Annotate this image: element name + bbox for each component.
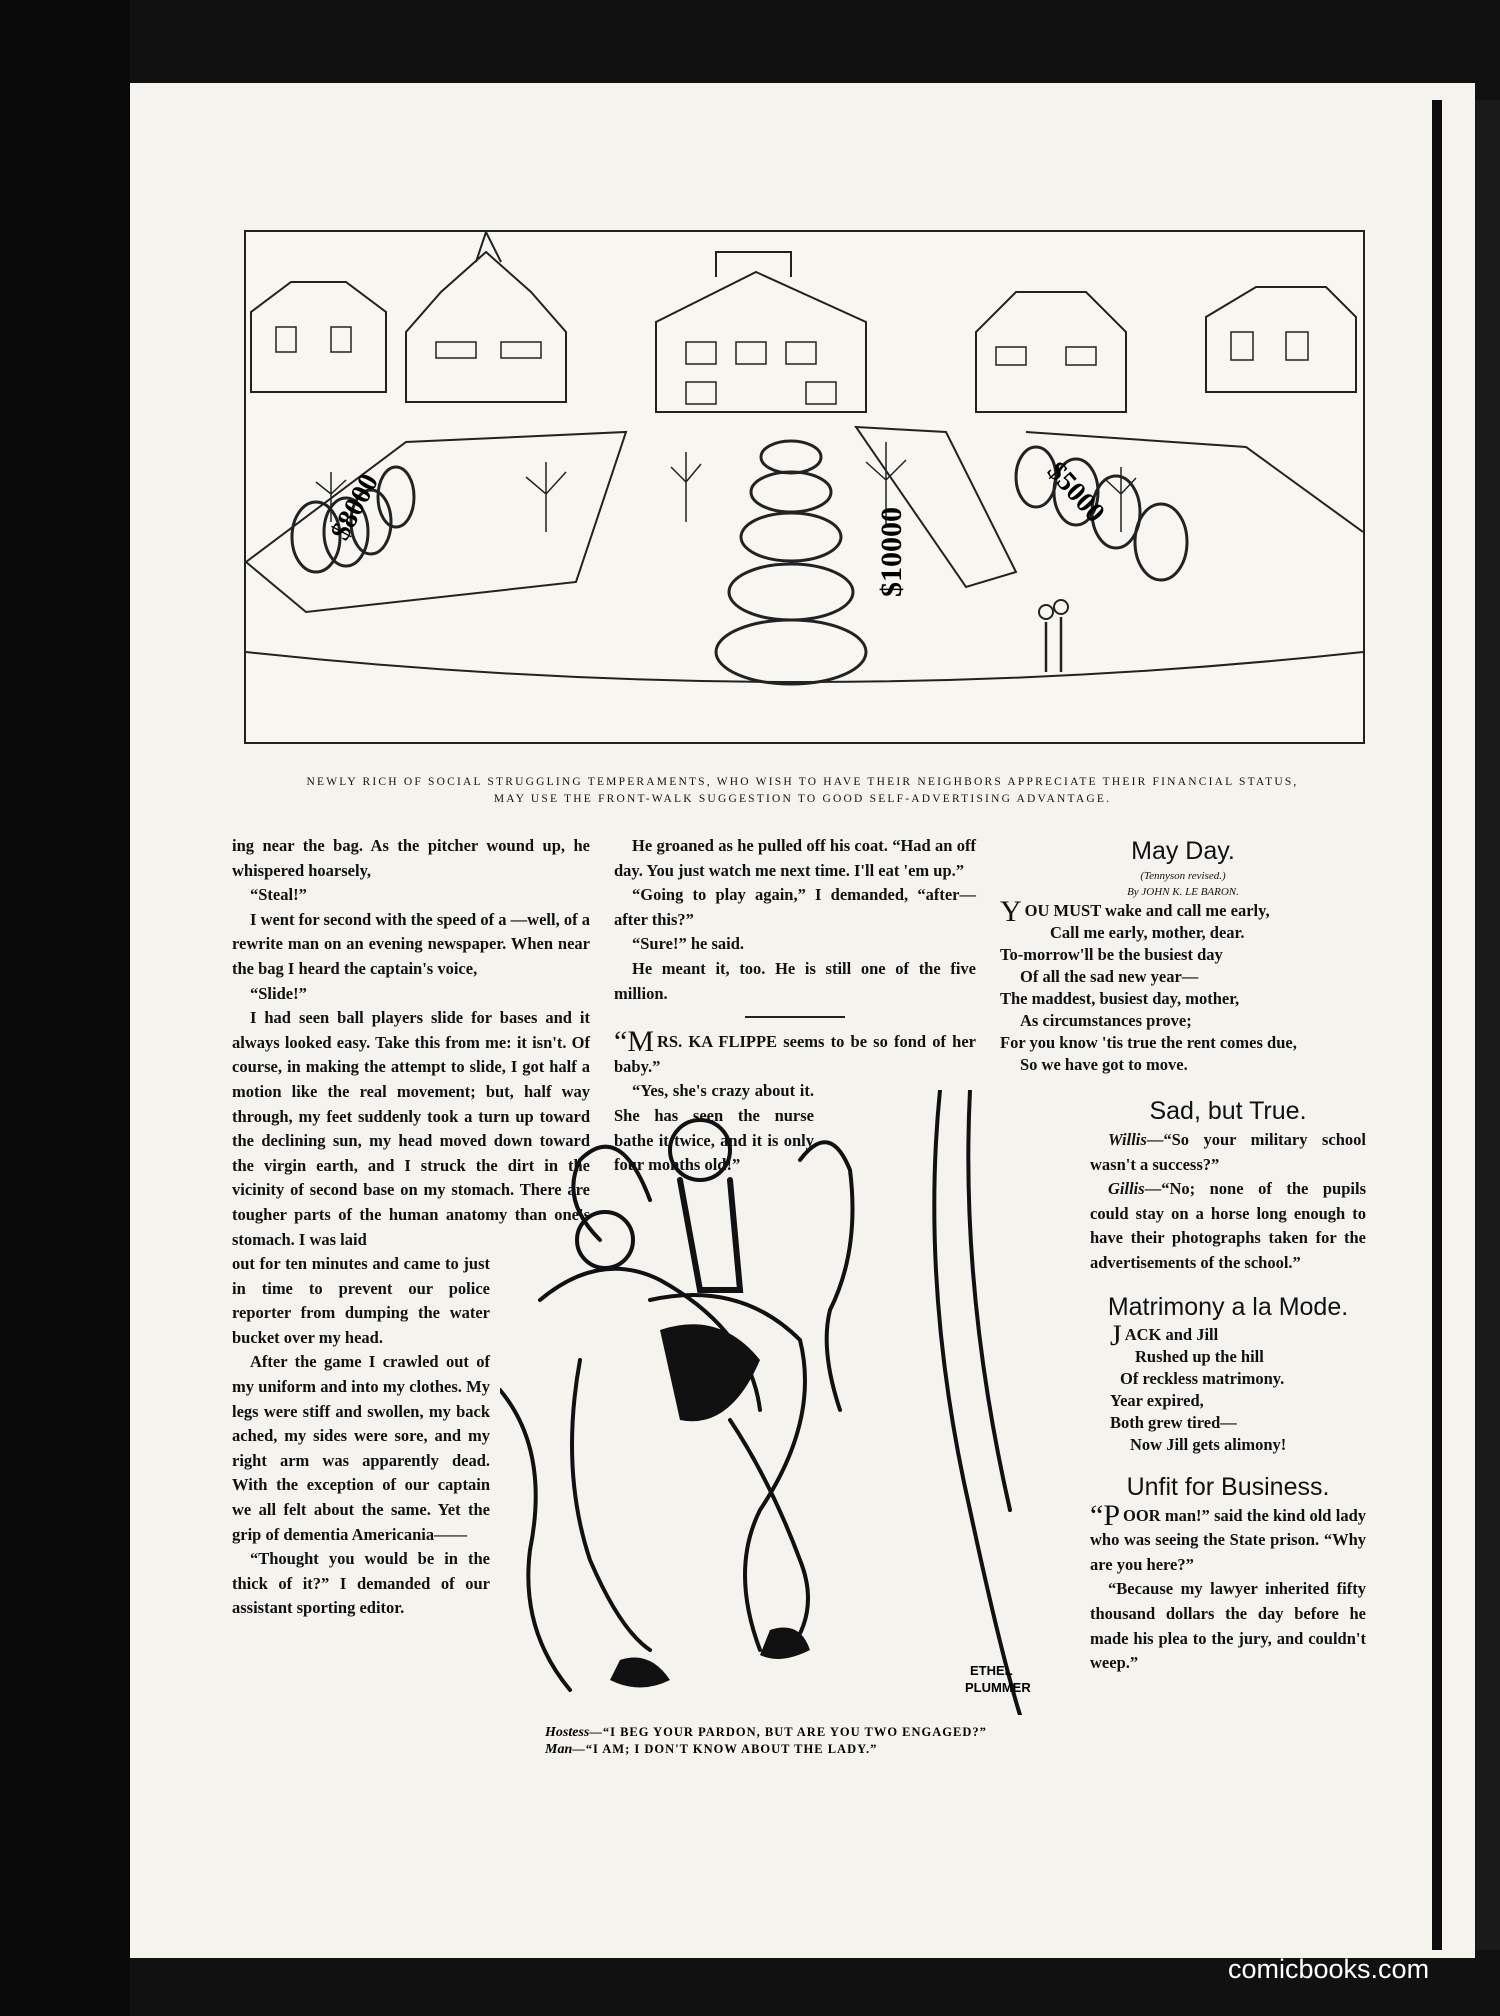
walk-center-figure: $10000 (875, 507, 908, 597)
mat-line-4: Year expired, (1110, 1390, 1204, 1410)
may-line-3: To-morrow'll be the busiest day (1000, 945, 1223, 964)
cap-speaker-2: Man (545, 1742, 573, 1757)
may-dropcap: Y (1000, 895, 1022, 928)
illustration-drawing (246, 232, 1363, 742)
col1-paragraph-6: out for ten minutes and came to just in time to prevent our police reporter from dumping the water bucket over my head. (232, 1254, 490, 1347)
col2-paragraph-2: “Going to play again,” I demanded, “after—after this?” (614, 885, 976, 929)
artist-signature-2: PLUMMER (965, 1680, 1031, 1695)
sad-speaker-1: Willis (1108, 1130, 1147, 1149)
joke-dropcap: “M (614, 1025, 654, 1059)
may-line-8: So we have got to move. (1020, 1055, 1188, 1074)
cartoon-caption (545, 1724, 1065, 1758)
unfit-paragraph-1 (1090, 1498, 1366, 1578)
cartoon-drawing (500, 1090, 1060, 1715)
cap-line-2: —“I AM; I DON'T KNOW ABOUT THE LADY.” (572, 1742, 878, 1756)
matrimony-poem (1110, 1318, 1366, 1456)
may-line-7: For you know 'tis true the rent comes due, (1000, 1033, 1297, 1052)
matrimony-title: Matrimony a la Mode. (1107, 1292, 1349, 1321)
mat-line-1: ACK and Jill (1124, 1324, 1219, 1344)
col1-paragraph-3: I went for second with the speed of a —well, of a rewrite man on an evening newspaper. When near the bag I heard the captain's voice, (232, 909, 590, 978)
site-watermark: comicbooks.com (1228, 1954, 1430, 1984)
sad-line-1 (1090, 1128, 1366, 1177)
unfit-title: Unfit for Business. (1126, 1472, 1330, 1501)
col2-paragraph-4: He meant it, too. He is still one of the five million. (614, 958, 976, 1003)
front-walk-illustration (244, 230, 1365, 744)
col1-paragraph-1: ing near the bag. As the pitcher wound up, he whispered hoarsely, (232, 836, 590, 880)
mat-line-6: Now Jill gets alimony! (1130, 1434, 1287, 1454)
walk-left-figure: $8000 (324, 468, 386, 546)
joke-line-1 (614, 1025, 976, 1079)
joke-line-1-text: RS. KA FLIPPE seems to be so fond of her baby.” (614, 1032, 976, 1076)
col1-paragraph-8: “Thought you would be in the thick of it?” I demanded of our assistant sporting editor. (232, 1549, 490, 1618)
sad-speaker-2: Gillis (1108, 1179, 1145, 1199)
artist-signature-1: ETHEL (970, 1663, 1013, 1678)
col1-paragraph-7: After the game I crawled out of my uniform and into my clothes. My legs were stiff and swollen, my back ached, my sides were sore, and my right arm was apparently dead. With the exception of our captain we all felt about the same. Yet the grip of dementia Americania—— (232, 1352, 490, 1544)
scan-border-left (0, 0, 130, 2016)
section-divider (745, 1016, 845, 1018)
mat-line-3: Of reckless matrimony. (1120, 1368, 1285, 1388)
caption-line-1: NEWLY RICH OF SOCIAL STRUGGLING TEMPERAMENTS, WHO WISH TO HAVE THEIR NEIGHBORS APPRECIATE THEIR FINANCIAL STATUS, (306, 776, 1299, 788)
may-line-1: OU MUST wake and call me early, (1024, 901, 1270, 920)
may-day-subtitle: (Tennyson revised.) (1140, 870, 1226, 882)
may-line-2: Call me early, mother, dear. (1050, 923, 1245, 942)
col2-paragraph-3: “Sure!” he said. (632, 934, 745, 954)
may-day-title: May Day. (1131, 837, 1235, 865)
illustration-caption (244, 774, 1361, 808)
sad-line-1-text: —“So your military school wasn't a success?” (1090, 1130, 1366, 1174)
caption-line-2: MAY USE THE FRONT-WALK SUGGESTION TO GOOD SELF-ADVERTISING ADVANTAGE. (493, 793, 1112, 805)
may-line-4: Of all the sad new year— (1020, 967, 1199, 986)
couple-cartoon (500, 1090, 1060, 1715)
unfit-paragraph-2: “Because my lawyer inherited fifty thousand dollars the day before he made his plea to the jury, and couldn't weep.” (1090, 1579, 1366, 1673)
may-day-poem (1000, 895, 1366, 1076)
may-line-6: As circumstances prove; (1020, 1011, 1192, 1030)
col1-paragraph-4: “Slide!” (250, 983, 307, 1003)
mat-line-5: Both grew tired— (1110, 1412, 1237, 1432)
walk-right-figure: $5000 (1040, 455, 1111, 529)
unfit-dropcap: “P (1090, 1498, 1120, 1532)
sad-line-2 (1090, 1177, 1366, 1275)
column-right (1000, 834, 1366, 1676)
col1-paragraph-5: I had seen ball players slide for bases and it always looked easy. Take this from me: it isn't. Of course, in making the attempt to slide, I got half a motion like the real movement; but, half way through, my feet suddenly took a turn up toward the declining sun, my head moved down toward the virgin earth, and I struck the dirt in the vicinity of second base on my stomach. There are tougher parts of the human anatomy than one's stomach. I was laid (232, 1008, 590, 1249)
joke-line-2: “Yes, she's crazy about it. She has seen the nurse bathe it twice, and it is only four months old!” (614, 1081, 814, 1175)
mat-line-2: Rushed up the hill (1135, 1346, 1264, 1366)
cap-speaker-1: Hostess (545, 1725, 590, 1740)
col1-paragraph-2: “Steal!” (250, 885, 307, 905)
col2-paragraph-1: He groaned as he pulled off his coat. “Had an off day. You just watch me next time. I'll eat 'em up.” (614, 836, 976, 880)
mat-dropcap: J (1110, 1318, 1122, 1352)
may-line-5: The maddest, busiest day, mother, (1000, 989, 1240, 1008)
unfit-paragraph-1-text: OOR man!” said the kind old lady who was seeing the State prison. “Why are you here?” (1090, 1505, 1366, 1574)
cap-line-1: —“I BEG YOUR PARDON, BUT ARE YOU TWO ENGAGED?” (589, 1725, 987, 1739)
may-day-byline: By JOHN K. LE BARON. (1127, 886, 1239, 898)
sad-title: Sad, but True. (1149, 1097, 1307, 1125)
sad-line-2-text: —“No; none of the pupils could stay on a horse long enough to have their photographs taken for the advertisements of the school.” (1090, 1179, 1366, 1272)
page-fold-shadow (1432, 100, 1442, 1950)
